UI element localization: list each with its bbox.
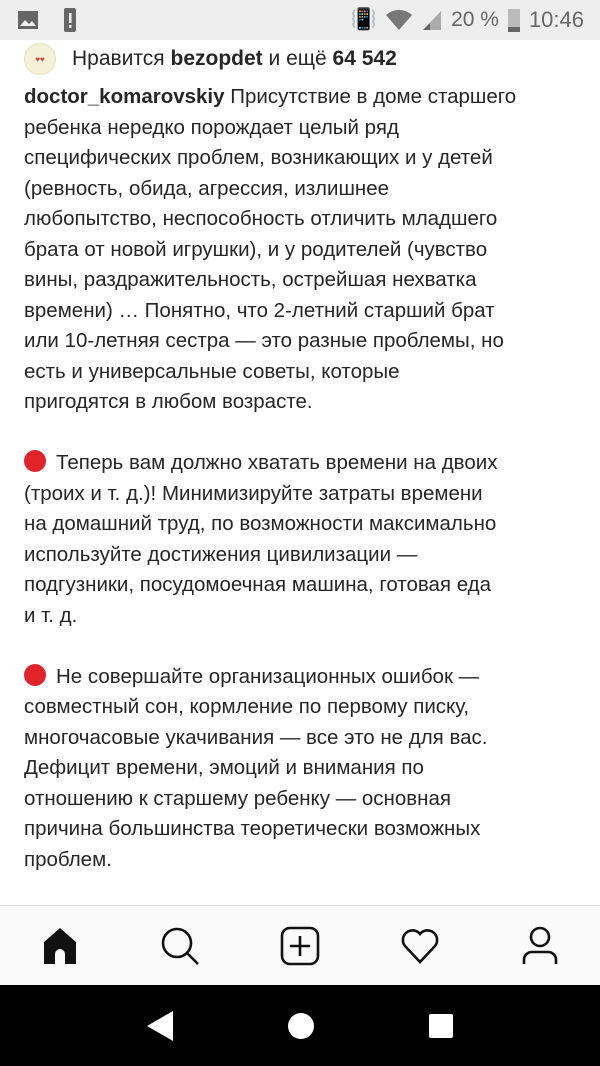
author-username[interactable]: doctor_komarovskiy [24,85,225,108]
caption-text: любопытство, неспособность отличить младшего [24,207,498,230]
likes-middle: и ещё [262,47,333,70]
caption-text: Не совершайте организационных ошибок — [56,664,480,688]
caption-text: времени) … Понятно, что 2-летний старший брат [24,298,495,322]
heart-icon [400,926,440,966]
tab-activity[interactable] [390,916,450,976]
home-icon [40,926,80,966]
system-navigation-bar [0,985,600,1066]
caption-text: причина большинства теоретически возможных [24,817,481,840]
caption-text: вины, раздражительность, острейшая нехватка [24,268,477,291]
caption-text: используйте достижения цивилизации — [24,542,418,566]
caption-text: (ревность, обида, агрессия, излишнее [24,176,390,200]
back-icon[interactable] [145,1009,175,1043]
caption-line [24,845,516,876]
red-circle-emoji-icon [24,450,46,472]
caption-line [24,174,516,205]
wifi-icon [385,9,413,31]
caption-line [24,113,516,144]
liker-username[interactable]: bezopdet [170,47,263,70]
caption-line [24,479,516,510]
caption-line: Присутствие в доме старшего [224,85,517,108]
caption-text: отношению к старшему ребенку — основная [24,786,451,810]
signal-icon [421,9,443,31]
tab-profile[interactable] [510,916,570,976]
likes-prefix: Нравится [72,47,171,70]
caption-line [24,448,516,479]
caption-line [24,143,516,174]
caption-line [24,387,516,418]
tab-search[interactable] [150,916,210,976]
home-circle-icon[interactable] [286,1011,316,1041]
caption-line [24,540,516,571]
caption-text: (троих и т. д.)! Минимизируйте затраты времени [24,481,483,505]
liker-avatar[interactable]: ♥♥ [24,43,56,75]
caption-line [24,570,516,601]
profile-icon [520,926,560,966]
caption-text: есть и универсальные советы, которые [24,359,400,383]
caption-text: или 10-летняя сестра — это разные проблемы, но [24,329,504,352]
blank-line [24,631,516,662]
caption-line [24,357,516,388]
caption-text: ребенка нередко порождает целый ряд [24,115,399,139]
caption-line [24,784,516,815]
caption-line [24,814,516,845]
search-icon [160,926,200,966]
caption-text: проблем. [24,847,112,871]
battery-icon [507,7,521,33]
caption-line [24,204,516,235]
caption-line [24,692,516,723]
caption-line [24,326,516,357]
caption-line [24,601,516,632]
caption-line [24,296,516,327]
recents-icon[interactable] [427,1012,455,1040]
new-post-icon [280,926,320,966]
likes-count[interactable]: 64 542 [332,47,397,70]
caption-line [24,753,516,784]
caption-text: брата от новой игрушки), и у родителей (чувство [24,237,488,261]
caption-text: Теперь вам должно хватать времени на двоих [56,451,498,474]
caption-text: Дефицит времени, эмоций и внимания по [24,756,424,779]
caption-text: пригодятся в любом возрасте. [24,390,313,413]
post-caption [24,82,516,875]
vibrate-icon: 📳 [350,8,378,31]
tab-home[interactable] [30,916,90,976]
caption-line [24,235,516,266]
status-bar [0,0,600,40]
clock: 10:46 [528,7,584,32]
blank-line [24,418,516,449]
alert-notification-icon [58,6,82,34]
caption-text: на домашний труд, по возможности максимально [24,512,497,535]
bottom-tab-bar [0,905,600,985]
tab-new-post[interactable] [270,916,330,976]
image-notification-icon [16,8,40,32]
likes-row[interactable] [24,42,397,76]
caption-line [24,662,516,693]
caption-text: подгузники, посудомоечная машина, готовая еда [24,573,492,596]
caption-line [24,723,516,754]
caption-text: специфических проблем, возникающих и у детей [24,146,493,169]
caption-line [24,509,516,540]
caption-line [24,265,516,296]
battery-percent: 20 % [451,8,499,31]
caption-text: и т. д. [24,603,78,627]
red-circle-emoji-icon [24,664,46,686]
caption-text: многочасовые укачивания — все это не для вас. [24,725,488,749]
caption-text: совместный сон, кормление по первому писку, [24,695,470,718]
